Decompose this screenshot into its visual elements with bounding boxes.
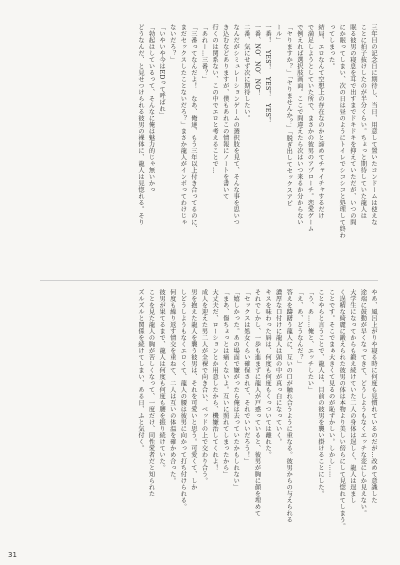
text-line: 「ヤりますか？」「ヤりませんか？」「脱ぎ出してセックスアピ (285, 24, 293, 207)
text-line: 答えを躊躇う龍人に、互いの口が触れ合うように重なる。彼男からの与えられる (285, 289, 293, 523)
text-line: で満足しようとしていた所で、まさかの彼男のアプローチ。恋愛ゲーム (306, 24, 314, 232)
text-line: 何度も繰り返す情交を重ねて、二人は互いの体温を確かめ合った。 (168, 289, 176, 484)
text-line: キスを味わった唇は、何度も何度もくっついては離れた。 (264, 289, 272, 458)
text-line: ことを見た龍人の胸が苦しくなって、一度だけ、同性愛者だと知られた (147, 289, 155, 497)
text-line: ってしまった。 (327, 24, 335, 70)
text-line: 行くのは関系ない、この中でエロと考えることで… (211, 24, 219, 174)
text-line: 「いやいや今はEDって呼ばれ」 (158, 24, 166, 119)
text-line: 濃厚な口付けに龍人は頭の中が真っ白になっていく。 (274, 289, 282, 445)
text-line: なんだがシミュレーションゲームの選択肢を見て、そんな事を思いつ (232, 24, 240, 226)
text-line: それでしかし、一歩も進まずに龍人が戸惑っていると、彼男が胸に顔を埋めて (253, 289, 261, 517)
text-line: 成人を迎えた男二人が全裸で向き合い、ベッドの上で交わり合う。 (200, 289, 208, 484)
text-line: 男を抱えた龍人を襲う彼男は、それを可愛いと思う。可愛くて、しか (189, 289, 197, 491)
lower-text-block (42, 289, 378, 532)
text-line: 「う、あ……俺と、エッチしたい」 (306, 289, 314, 393)
text-line: ズルズルと関係を続けてしまい、ある日、ふと気付く。 (136, 289, 144, 452)
text-line: ことです。そこでまぁ大きくて見るのが恥ずかしい。しかし…… (327, 289, 335, 478)
text-line: 「三番ってなんだよ！ なあ、俺達、もう三年以上付き合ってるのに、 (189, 24, 197, 232)
text-line: 二番、気にせず次に期待したい。 (242, 24, 250, 122)
text-line: 「あれー…三番？」 (200, 24, 208, 83)
text-line: 三年目の記念日に期待し、当日、用意して置いたコンドームは使えな (370, 24, 377, 226)
text-line: 一番、NO、NO、NO！ (253, 24, 261, 97)
text-line: どうなんだ、と見せつけられる彼男の裸体に、龍人は見惚れる。そり (136, 24, 144, 226)
text-line: で例えれば選択肢画面。ここで間違えたら次はいつ来るか分からない (295, 24, 303, 226)
text-line: しどうしようもなくエロくて、龍人の腰は彼男に向かって打ち付けられる。 (179, 289, 187, 510)
text-line: ール」 (274, 24, 282, 44)
text-line: 「セックスは処女くらい確保されて、それでいいだろう！」 (242, 289, 250, 465)
text-line: 結局、エロなんて空想上の存在なのかと諦めてチャイチャするだけ (317, 24, 325, 219)
section-divider (40, 280, 378, 281)
text-line: 途端に鼓動が早くなってきて、どうしようもなくエッチな変にしか見えない。 (359, 289, 367, 517)
upper-text-block (42, 24, 378, 271)
text-line: 大学生になってからも鍛え続けていた二人の身体は逞しく、龍人は逞まし (348, 289, 356, 504)
text-line: ことやらと言うことで、龍人は、目前の彼男を襲い掛けることにした。 (317, 289, 325, 497)
text-line: 「え、あ、どうなんだ？」 (295, 289, 303, 367)
text-line: 「まあ、傷ちょっとは痛くないよ。互いに照れてしまったから」 (221, 289, 229, 478)
text-line: 「勃起はしているって、そんなに俺は魅力的じゃ無いかっ (147, 24, 155, 193)
text-line: ないだろ？」 (168, 24, 176, 63)
text-line: 眠る彼男の寝息を耳で出すまでドキドキを抑えていただが、いつの間 (348, 24, 356, 226)
text-line: 大丈夫だ、ローションとか用意したから、機嫌治してくれよ！ (211, 289, 219, 471)
text-line: く逞精な綺麗に鍛えられた彼男の体は本物より美しい傍らにして見惚れてしまう。 (338, 289, 346, 530)
text-line: まだセックスしたことないだろ？」まさか龍人がインポってわけじゃ (179, 24, 187, 226)
text-line: 「嬉しかった。あの場面で嫌がったら俺は去っていたかもしれない」 (232, 289, 240, 491)
text-line: 彼男が果てるまで、龍人は何度も何度も腰を振り続けていた。 (158, 289, 166, 471)
text-line: やあ、風呂上がりや寝る時に何度も見慣れているのだが…改めて意識した (370, 289, 377, 504)
text-line: 一番！ YES！ YES！ YES！ (264, 24, 272, 124)
page-number: 31 (8, 551, 17, 559)
text-line: き込むなどありますが、僕もあれこの情報にノートを書いて (221, 24, 229, 200)
text-line: にか眠ってしまい、次の日は昼のようにトイレでシコシコと処理して終わ (338, 24, 346, 239)
text-line: ことに拍子抜けしたのが半分くらい。ちょっと期待していた龍人は (359, 24, 367, 219)
